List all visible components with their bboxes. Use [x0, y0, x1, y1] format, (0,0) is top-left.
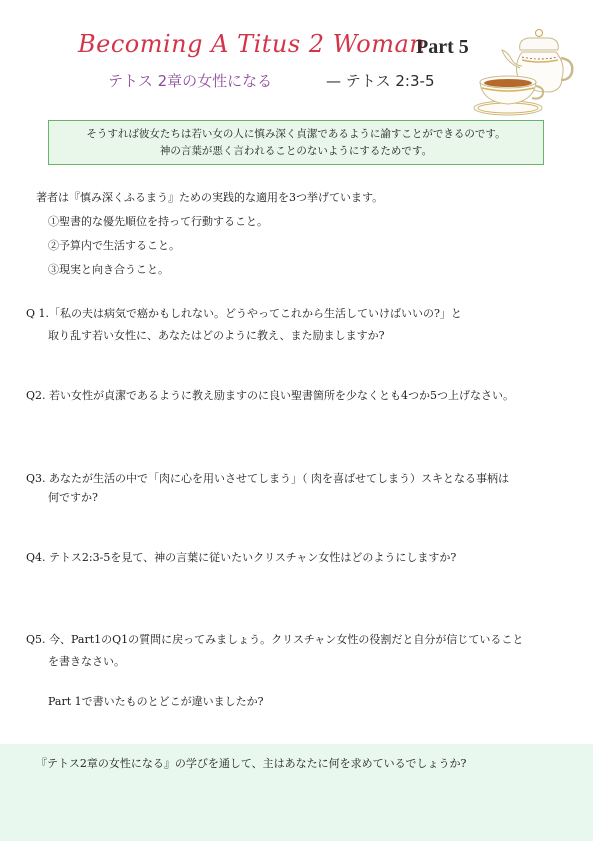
- question-5-line-1: Q5. 今、Part1のQ1の質問に戻ってみましょう。クリスチャン女性の役割だと自分が信じていること: [26, 633, 524, 646]
- subtitle: テトス 2章の女性になる: [108, 72, 273, 90]
- verse-box: [48, 120, 544, 165]
- teapot-and-teacup-illustration: [462, 16, 586, 118]
- question-2: Q2. 若い女性が貞潔であるように教え励ますのに良い聖書箇所を少なくとも4つか5つ上げなさい。: [26, 389, 515, 402]
- intro-lead: 著者は『慎み深くふるまう』ための実践的な適用を3つ挙げています。: [36, 191, 384, 204]
- page-title: Becoming A Titus 2 Woman: [78, 30, 426, 58]
- question-5-followup: Part 1で書いたものとどこが違いましたか?: [48, 695, 264, 708]
- intro-item-1: ①聖書的な優先順位を持って行動すること。: [48, 215, 268, 228]
- intro-item-2: ②予算内で生活すること。: [48, 239, 180, 252]
- verse-line-2: 神の言葉が悪く言われることのないようにするためです。: [159, 145, 433, 157]
- question-3-line-1: Q3. あなたが生活の中で「肉に心を用いさせてしまう」（ 肉を喜ばせてしまう）スキとなる事柄は: [26, 472, 510, 485]
- question-3-line-2: 何ですか?: [48, 491, 98, 504]
- question-1-line-1: Q 1.「私の夫は病気で癌かもしれない。どうやってこれから生活していけばいいの?」と: [26, 307, 462, 320]
- intro-item-3: ③現実と向き合うこと。: [48, 263, 169, 276]
- scripture-reference: — テトス 2:3-5: [326, 72, 435, 90]
- reflection-question: 『テトス2章の女性になる』の学びを通して、主はあなたに何を求めているでしょうか?: [36, 757, 467, 770]
- question-5-line-2: を書きなさい。: [48, 655, 125, 668]
- part-label: Part 5: [416, 36, 469, 58]
- question-1-line-2: 取り乱す若い女性に、あなたはどのように教え、また励ましますか?: [48, 329, 385, 342]
- verse-line-1: そうすれば彼女たちは若い女の人に慎み深く貞潔であるように諭すことができるのです。: [86, 128, 506, 140]
- question-4: Q4. テトス2:3-5を見て、神の言葉に従いたいクリスチャン女性はどのようにしますか?: [26, 551, 457, 564]
